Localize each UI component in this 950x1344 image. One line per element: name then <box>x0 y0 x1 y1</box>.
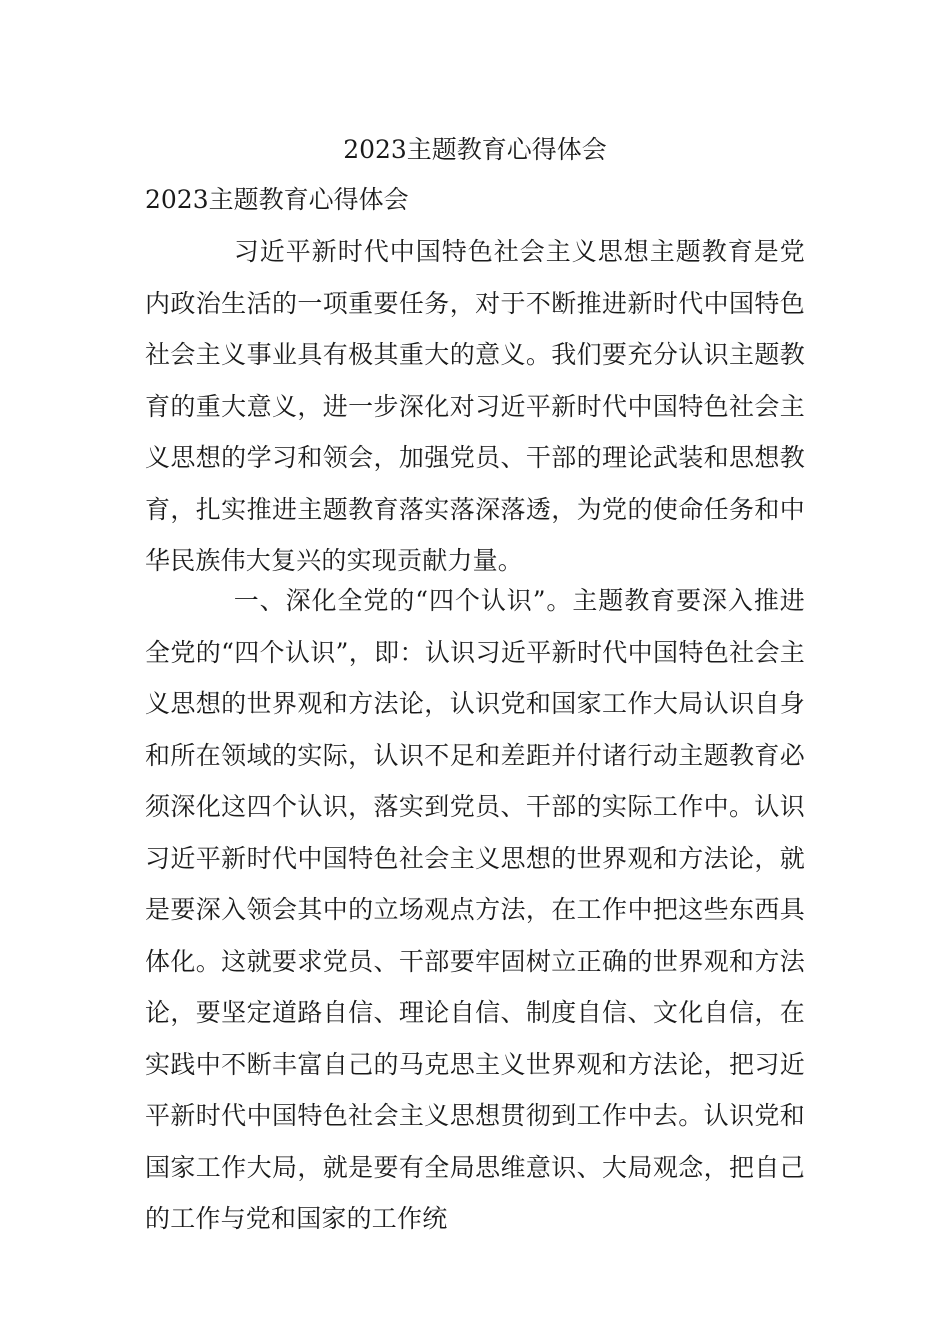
paragraph-intro <box>145 226 805 587</box>
paragraph-section-one-text: 一、深化全党的“四个认识”。主题教育要深入推进全党的“四个认识”，即：认识习近平新时代中国特色社会主义思想的世界观和方法论，认识党和国家工作大局认识自身和所在领域的实际，认识不足和差距并付诸行动主题教育必须深化这四个认识，落实到党员、干部的实际工作中。认识习近平新时代中国特色社会主义思想的世界观和方法论，就是要深入领会其中的立场观点方法，在工作中把这些东西具体化。这就要求党员、干部要牢固树立正确的世界观和方法论，要坚定道路自信、理论自信、制度自信、文化自信，在实践中不断丰富自己的马克思主义世界观和方法论，把习近平新时代中国特色社会主义思想贯彻到工作中去。认识党和国家工作大局，就是要有全局思维意识、大局观念，把自己的工作与党和国家的工作统 <box>145 586 805 1233</box>
paragraph-intro-text: 习近平新时代中国特色社会主义思想主题教育是党内政治生活的一项重要任务，对于不断推进新时代中国特色社会主义事业具有极其重大的意义。我们要充分认识主题教育的重大意义，进一步深化对习近平新时代中国特色社会主义思想的学习和领会，加强党员、干部的理论武装和思想教育，扎实推进主题教育落实落深落透，为党的使命任务和中华民族伟大复兴的实现贡献力量。 <box>145 237 805 575</box>
document-title: 2023主题教育心得体会 <box>343 135 607 164</box>
paragraph-section-one <box>145 575 805 1245</box>
document-subtitle: 2023主题教育心得体会 <box>145 185 409 214</box>
